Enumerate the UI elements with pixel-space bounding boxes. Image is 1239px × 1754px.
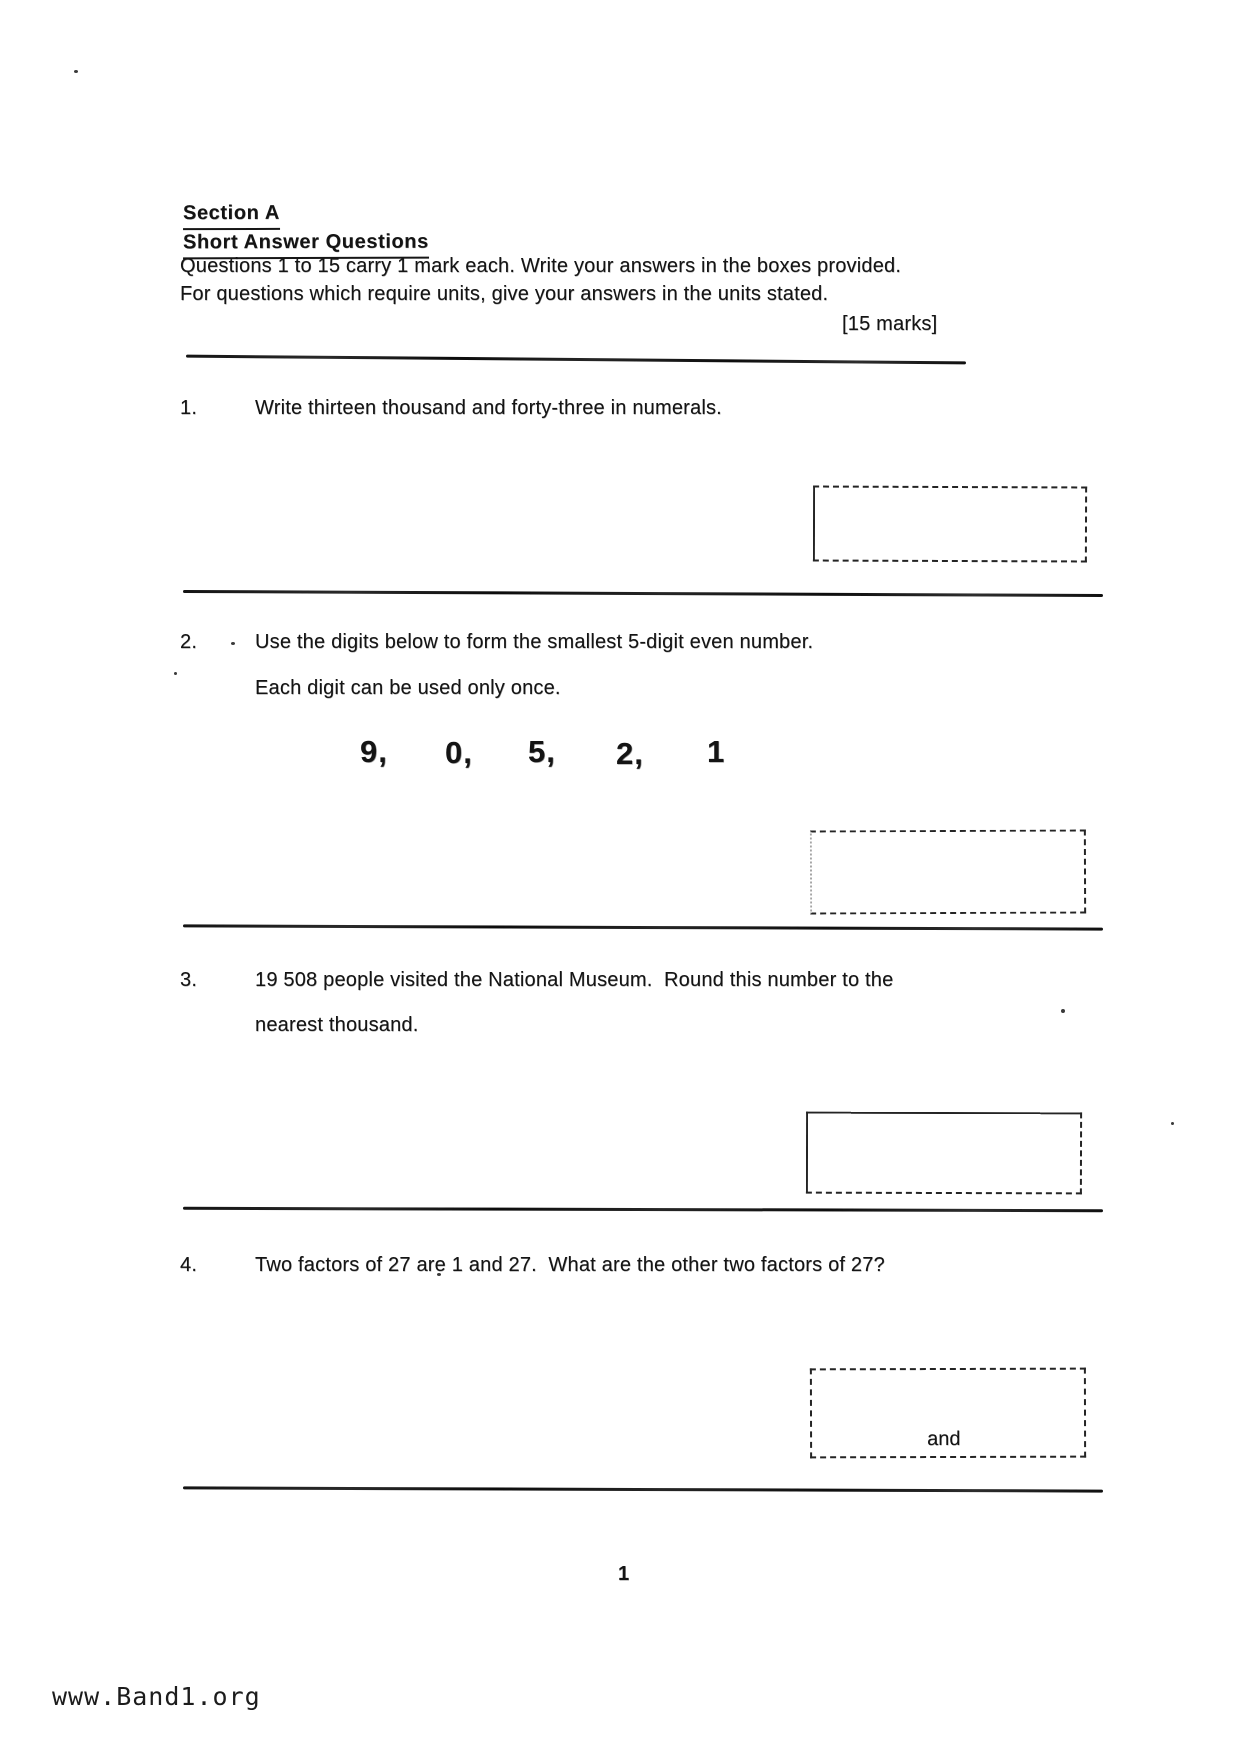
- question-3-answer-box: [806, 1112, 1082, 1195]
- question-2-number: 2.: [180, 631, 198, 653]
- digit-option-9: 9,: [360, 734, 388, 769]
- marks-total: [15 marks]: [842, 313, 938, 335]
- question-3-text-line-2: nearest thousand.: [255, 1014, 419, 1036]
- question-4-answer-box: [810, 1368, 1086, 1459]
- section-title: Section A: [183, 199, 280, 230]
- question-2-text-line-2: Each digit can be used only once.: [255, 677, 561, 699]
- digit-option-0: 0,: [445, 735, 473, 770]
- question-1-text: Write thirteen thousand and forty-three in numerals.: [255, 397, 722, 419]
- scan-artifact-dot: [1171, 1122, 1174, 1125]
- section-subtitle: Short Answer Questions: [183, 228, 429, 260]
- question-4-number: 4.: [180, 1254, 198, 1276]
- question-1-number: 1.: [180, 397, 198, 419]
- question-2-text-line-1: Use the digits below to form the smallest 5-digit even number.: [255, 631, 814, 653]
- digit-option-2: 2,: [616, 736, 644, 771]
- question-3-number: 3.: [180, 969, 198, 991]
- question-3-text-line-1: 19 508 people visited the National Museum. Round this number to the: [255, 969, 894, 991]
- digit-option-1: 1: [707, 734, 726, 769]
- question-2-answer-box: [810, 830, 1086, 915]
- separator-line: [183, 1207, 1103, 1212]
- instructions-line-1: Questions 1 to 15 carry 1 mark each. Write your answers in the boxes provided.: [180, 255, 902, 277]
- watermark-url: www.Band1.org: [52, 1682, 261, 1711]
- scan-artifact-dot: [1061, 1009, 1065, 1013]
- scan-artifact-dot: [74, 70, 78, 73]
- separator-line: [183, 1486, 1103, 1492]
- scan-artifact-dot: [174, 672, 177, 675]
- digit-option-5: 5,: [528, 734, 556, 769]
- page-number: 1: [618, 1563, 630, 1585]
- answer-connector-label: and: [920, 1428, 967, 1451]
- scan-artifact-dot: [231, 642, 235, 645]
- separator-line: [183, 590, 1103, 597]
- separator-line: [186, 355, 966, 365]
- separator-line: [183, 924, 1103, 930]
- instructions-line-2: For questions which require units, give your answers in the units stated.: [180, 283, 829, 305]
- question-1-answer-box: [813, 486, 1087, 563]
- question-4-text: Two factors of 27 are 1 and 27. What are the other two factors of 27?: [255, 1254, 885, 1276]
